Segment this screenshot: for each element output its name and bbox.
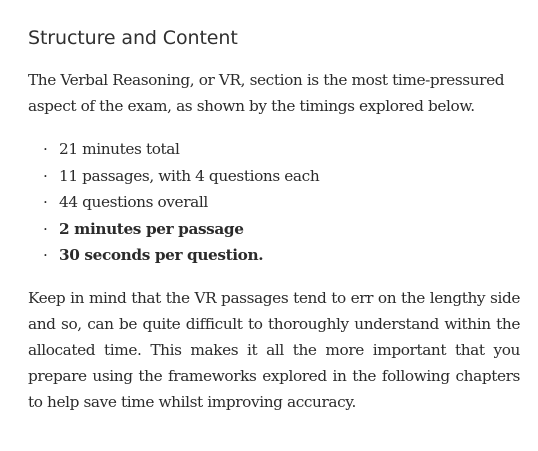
bullet-dot-icon: ·: [43, 140, 48, 158]
bullet-item: [28, 163, 520, 190]
article-section: [28, 24, 520, 415]
bullet-text: 21 minutes total: [59, 140, 180, 158]
bullet-dot-icon: ·: [43, 246, 48, 264]
bullet-dot-icon: ·: [43, 219, 48, 238]
bullet-text: 11 passages, with 4 questions each: [59, 166, 320, 185]
section-heading: Structure and Content: [28, 27, 238, 49]
bullet-item-bold: [28, 242, 520, 269]
bullet-item: [28, 189, 520, 216]
bullet-text: 30 seconds per question.: [59, 246, 264, 264]
bullet-item: [28, 136, 520, 163]
bullet-dot-icon: ·: [43, 166, 48, 185]
timing-bullet-list: [28, 136, 520, 269]
bullet-text: 44 questions overall: [59, 193, 208, 211]
bullet-item-bold: [28, 216, 520, 243]
closing-paragraph: Keep in mind that the VR passages tend to err on the lengthy side and so, can be quite difficult to thoroughly understand within the allocated time. This makes it all the more important that you prepare using the frameworks explored in the following chapters to help save time whilst improving accuracy.: [28, 288, 520, 411]
bullet-text: 2 minutes per passage: [59, 219, 244, 238]
bullet-dot-icon: ·: [43, 193, 48, 211]
intro-paragraph: The Verbal Reasoning, or VR, section is the most time-pressured aspect of the exam, as shown by the timings explored below.: [28, 71, 505, 115]
